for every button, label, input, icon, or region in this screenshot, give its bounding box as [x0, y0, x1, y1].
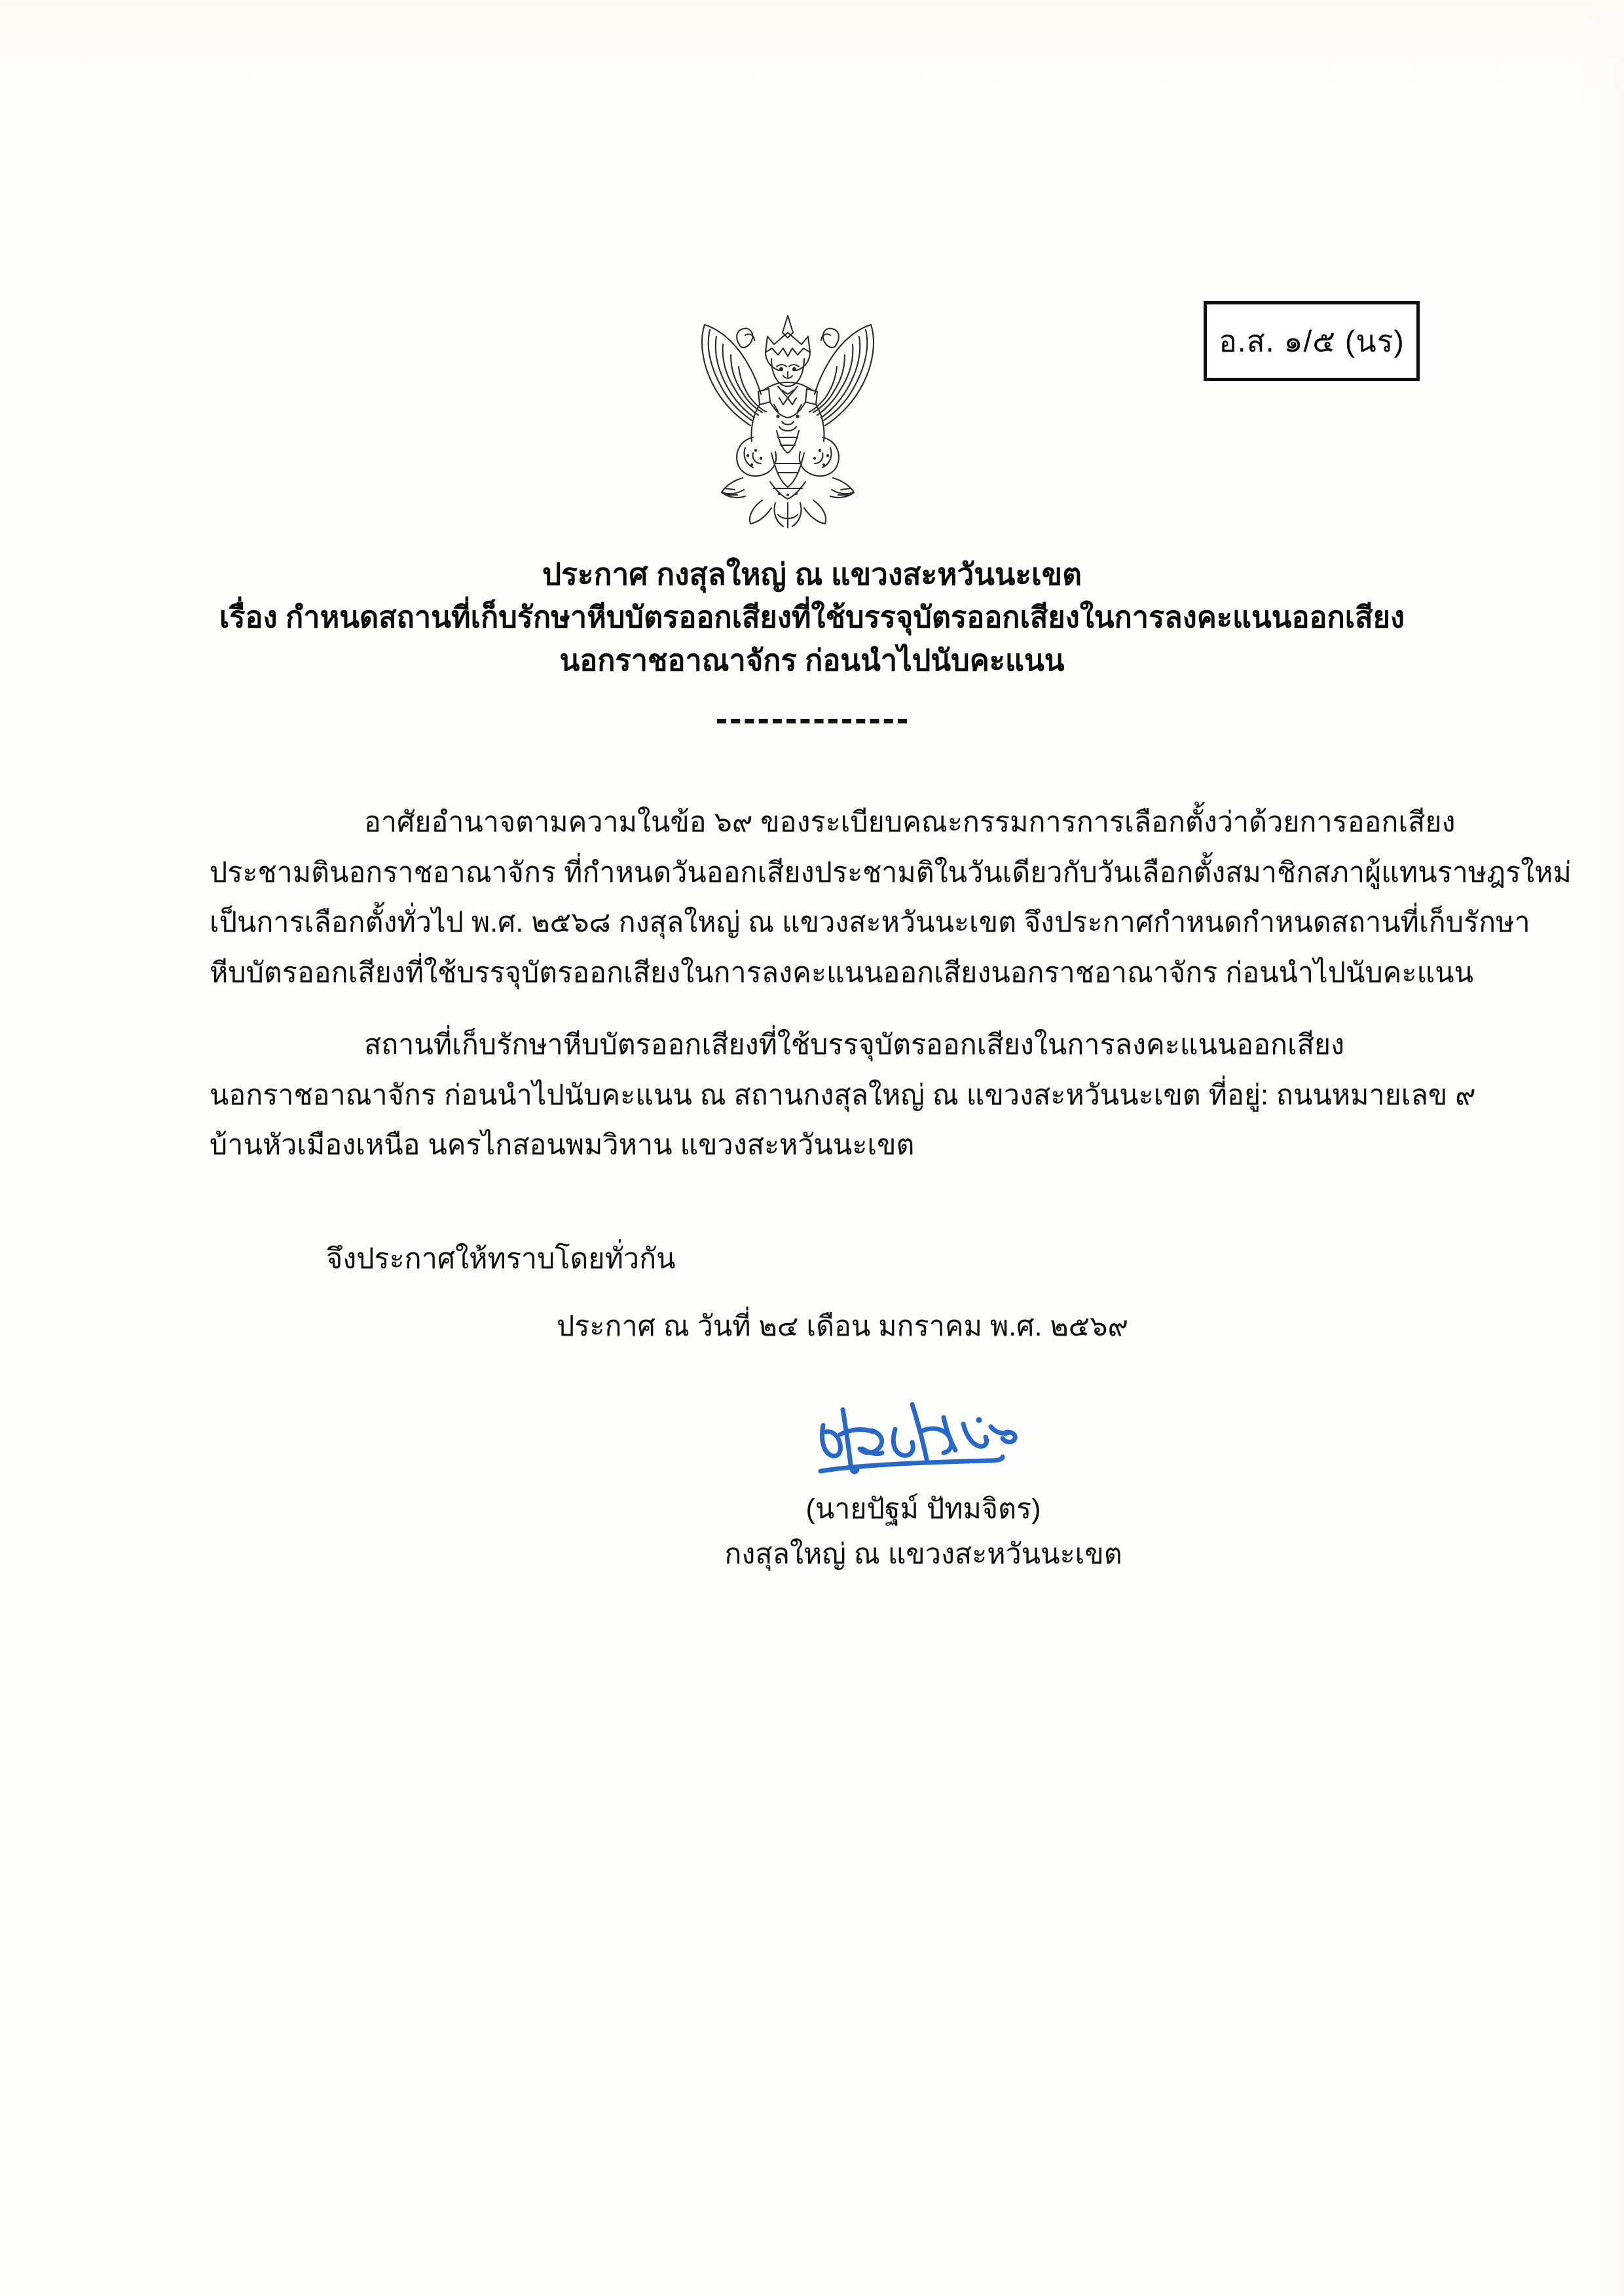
closing-block	[210, 1234, 1437, 1351]
closing-notice: จึงประกาศให้ทราบโดยทั่วกัน	[326, 1243, 676, 1275]
paragraph-1-line-1: อาศัยอำนาจตามความในข้อ ๖๙ ของระเบียบคณะกรรมการการเลือกตั้งว่าด้วยการออกเสียง	[364, 807, 1456, 838]
signer-name: (นายปัฐม์ ปัทมจิตร)	[805, 1493, 1041, 1525]
garuda-emblem	[680, 306, 896, 529]
paragraph-1	[210, 797, 1572, 998]
paragraph-2-line-2: นอกราชอาณาจักร ก่อนนำไปนับคะแนน ณ สถานกงสุลใหญ่ ณ แขวงสะหวันนะเขต ที่อยู่: ถนนหมายเลข ๙	[210, 1079, 1476, 1111]
subject-line-1: เรื่อง กำหนดสถานที่เก็บรักษาหีบบัตรออกเสียงที่ใช้บรรจุบัตรออกเสียงในการลงคะแนนออกเสียง	[219, 600, 1405, 634]
paragraph-2-line-3: บ้านหัวเมืองเหนือ นครไกสอนพมวิหาน แขวงสะหวันนะเขต	[210, 1129, 915, 1161]
scan-tint-right	[1578, 0, 1624, 2296]
signer-title: กงสุลใหญ่ ณ แขวงสะหวันนะเขต	[724, 1538, 1122, 1570]
form-number-text: อ.ส. ๑/๕ (นร)	[1219, 324, 1405, 358]
signature-block	[642, 1391, 1205, 1577]
scan-tint-top	[0, 0, 1624, 98]
announcement-date: ประกาศ ณ วันที่ ๒๔ เดือน มกราคม พ.ศ. ๒๕๖๙	[557, 1310, 1129, 1342]
form-number-box	[1204, 301, 1420, 381]
paragraph-1-line-2: ประชามตินอกราชอาณาจักร ที่กำหนดวันออกเสียงประชามติในวันเดียวกับวันเลือกตั้งสมาชิกสภาผู้แทนราษฎรใหม่	[210, 856, 1572, 888]
paragraph-2-line-1: สถานที่เก็บรักษาหีบบัตรออกเสียงที่ใช้บรรจุบัตรออกเสียงในการลงคะแนนออกเสียง	[364, 1029, 1345, 1061]
document-body	[210, 797, 1572, 1171]
paragraph-2	[210, 1020, 1476, 1171]
paragraph-1-line-4: หีบบัตรออกเสียงที่ใช้บรรจุบัตรออกเสียงในการลงคะแนนออกเสียงนอกราชอาณาจักร ก่อนนำไปนับคะแนน	[210, 957, 1474, 989]
handwritten-signature-icon	[783, 1391, 1064, 1476]
heading-separator	[717, 719, 907, 723]
paragraph-1-line-3: เป็นการเลือกตั้งทั่วไป พ.ศ. ๒๕๖๘ กงสุลใหญ่ ณ แขวงสะหวันนะเขต จึงประกาศกำหนดกำหนดสถานที่เก็บรักษา	[210, 907, 1530, 939]
document-heading	[0, 553, 1624, 682]
subject-line-2: นอกราชอาณาจักร ก่อนนำไปนับคะแนน	[559, 644, 1065, 677]
page-title: ประกาศ กงสุลใหญ่ ณ แขวงสะหวันนะเขต	[542, 557, 1082, 591]
